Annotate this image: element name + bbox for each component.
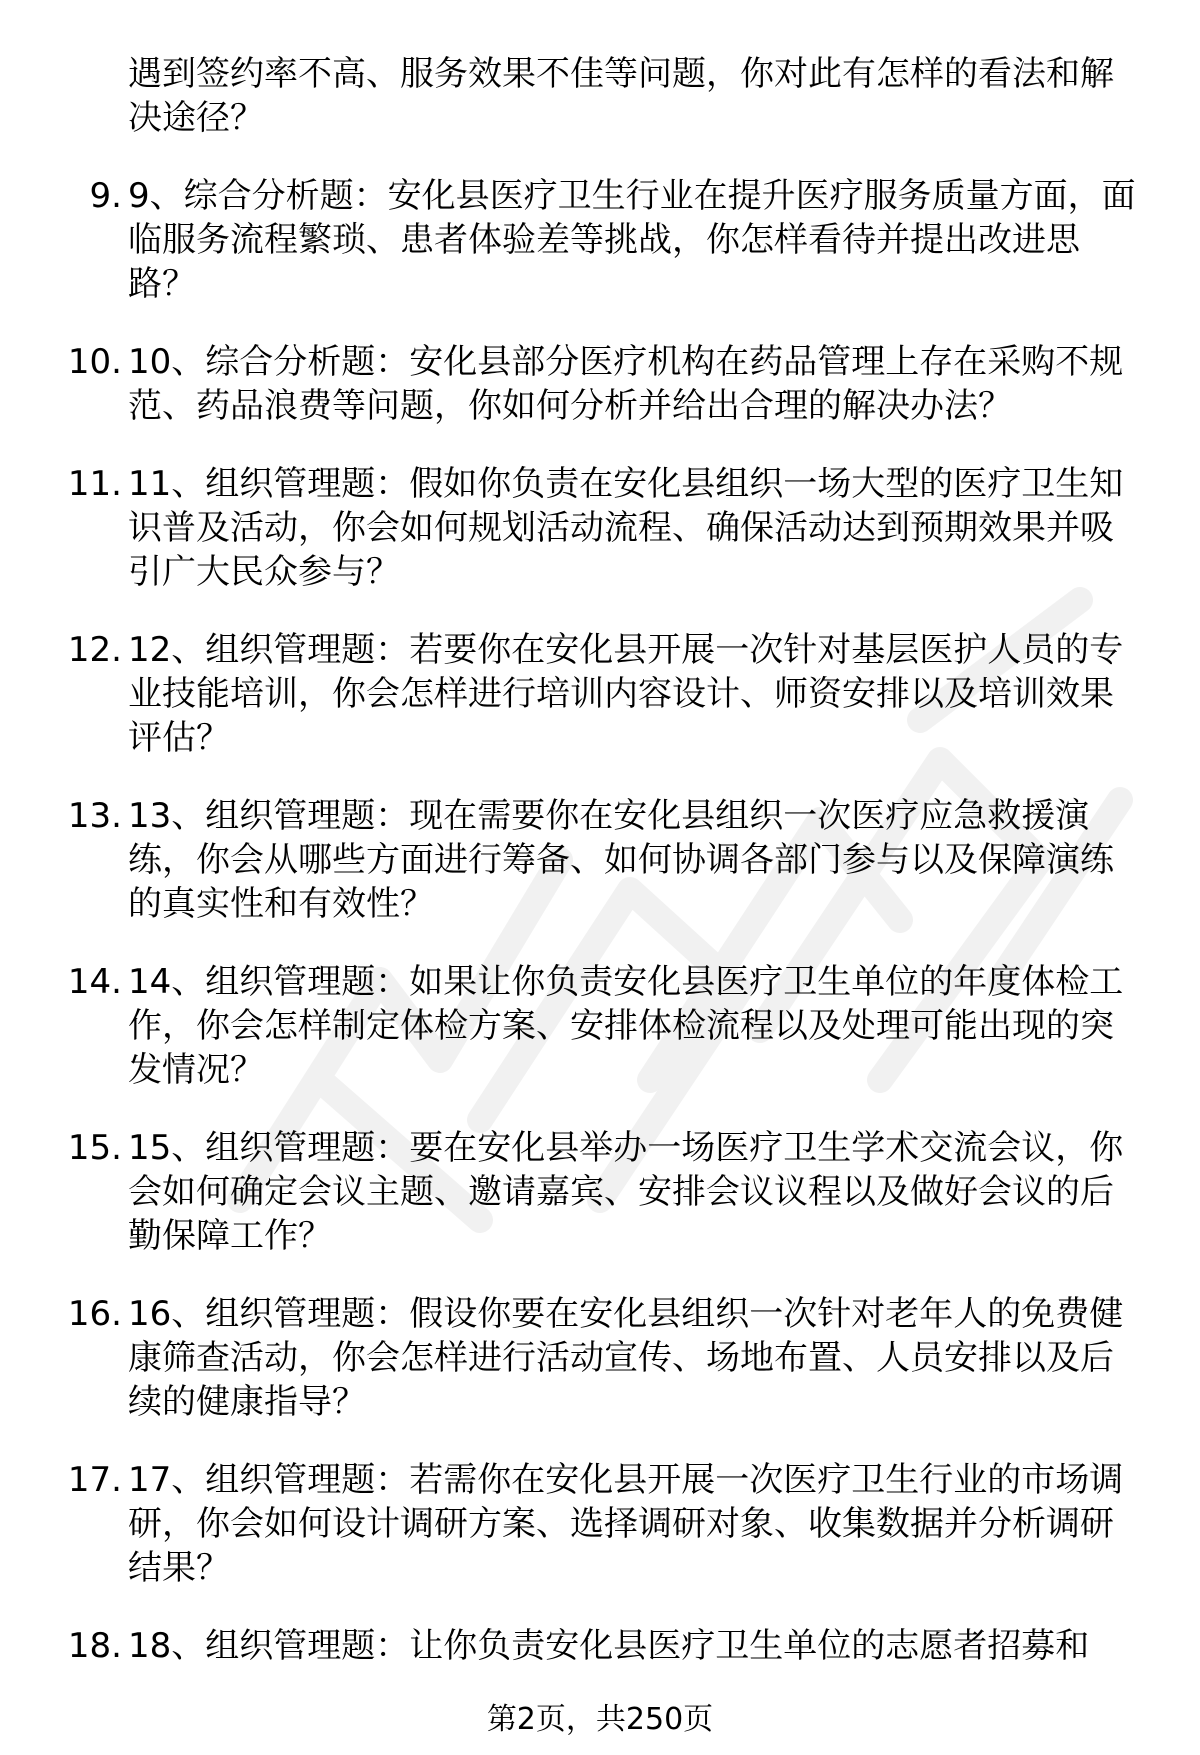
item-number: 12. (67, 630, 122, 670)
list-item (0, 174, 1200, 306)
item-number: 18. (67, 1626, 122, 1666)
question-text: 9、综合分析题：安化县医疗卫生行业在提升医疗服务质量方面，面临服务流程繁琐、患者体验差等挑战，你怎样看待并提出改进思路？ (128, 176, 1136, 304)
item-number: 15. (67, 1128, 122, 1168)
question-list (0, 174, 1200, 1702)
list-item (0, 340, 1200, 428)
item-number: 9. (89, 176, 122, 216)
list-item (0, 1292, 1200, 1424)
list-item (0, 1126, 1200, 1258)
list-item (0, 794, 1200, 926)
question-text: 10、综合分析题：安化县部分医疗机构在药品管理上存在采购不规范、药品浪费等问题，你如何分析并给出合理的解决办法？ (128, 342, 1124, 426)
page-footer: 第2页，共250页 (486, 1702, 714, 1737)
item-number: 10. (67, 342, 122, 382)
question-text: 17、组织管理题：若需你在安化县开展一次医疗卫生行业的市场调研，你会如何设计调研方案、选择调研对象、收集数据并分析调研结果？ (128, 1460, 1124, 1588)
list-item (0, 462, 1200, 594)
item-number: 13. (67, 796, 122, 836)
item-number: 14. (67, 962, 122, 1002)
item-number: 11. (67, 464, 122, 504)
question-text: 18、组织管理题：让你负责安化县医疗卫生单位的志愿者招募和 (128, 1626, 1090, 1666)
question-text: 11、组织管理题：假如你负责在安化县组织一场大型的医疗卫生知识普及活动，你会如何规划活动流程、确保活动达到预期效果并吸引广大民众参与？ (128, 464, 1124, 592)
question-text: 14、组织管理题：如果让你负责安化县医疗卫生单位的年度体检工作，你会怎样制定体检方案、安排体检流程以及处理可能出现的突发情况？ (128, 962, 1124, 1090)
question-text: 15、组织管理题：要在安化县举办一场医疗卫生学术交流会议，你会如何确定会议主题、邀请嘉宾、安排会议议程以及做好会议的后勤保障工作？ (128, 1128, 1124, 1256)
item-number: 16. (67, 1294, 122, 1334)
question-text: 12、组织管理题：若要你在安化县开展一次针对基层医护人员的专业技能培训，你会怎样进行培训内容设计、师资安排以及培训效果评估？ (128, 630, 1124, 758)
continued-question-text: 遇到签约率不高、服务效果不佳等问题，你对此有怎样的看法和解决途径？ (128, 54, 1114, 138)
list-item (0, 1624, 1200, 1668)
list-item (0, 628, 1200, 760)
item-number: 17. (67, 1460, 122, 1500)
list-item (0, 1458, 1200, 1590)
question-text: 16、组织管理题：假设你要在安化县组织一次针对老年人的免费健康筛查活动，你会怎样进行活动宣传、场地布置、人员安排以及后续的健康指导？ (128, 1294, 1124, 1422)
question-text: 13、组织管理题：现在需要你在安化县组织一次医疗应急救援演练，你会从哪些方面进行筹备、如何协调各部门参与以及保障演练的真实性和有效性？ (128, 796, 1114, 924)
list-item (0, 960, 1200, 1092)
